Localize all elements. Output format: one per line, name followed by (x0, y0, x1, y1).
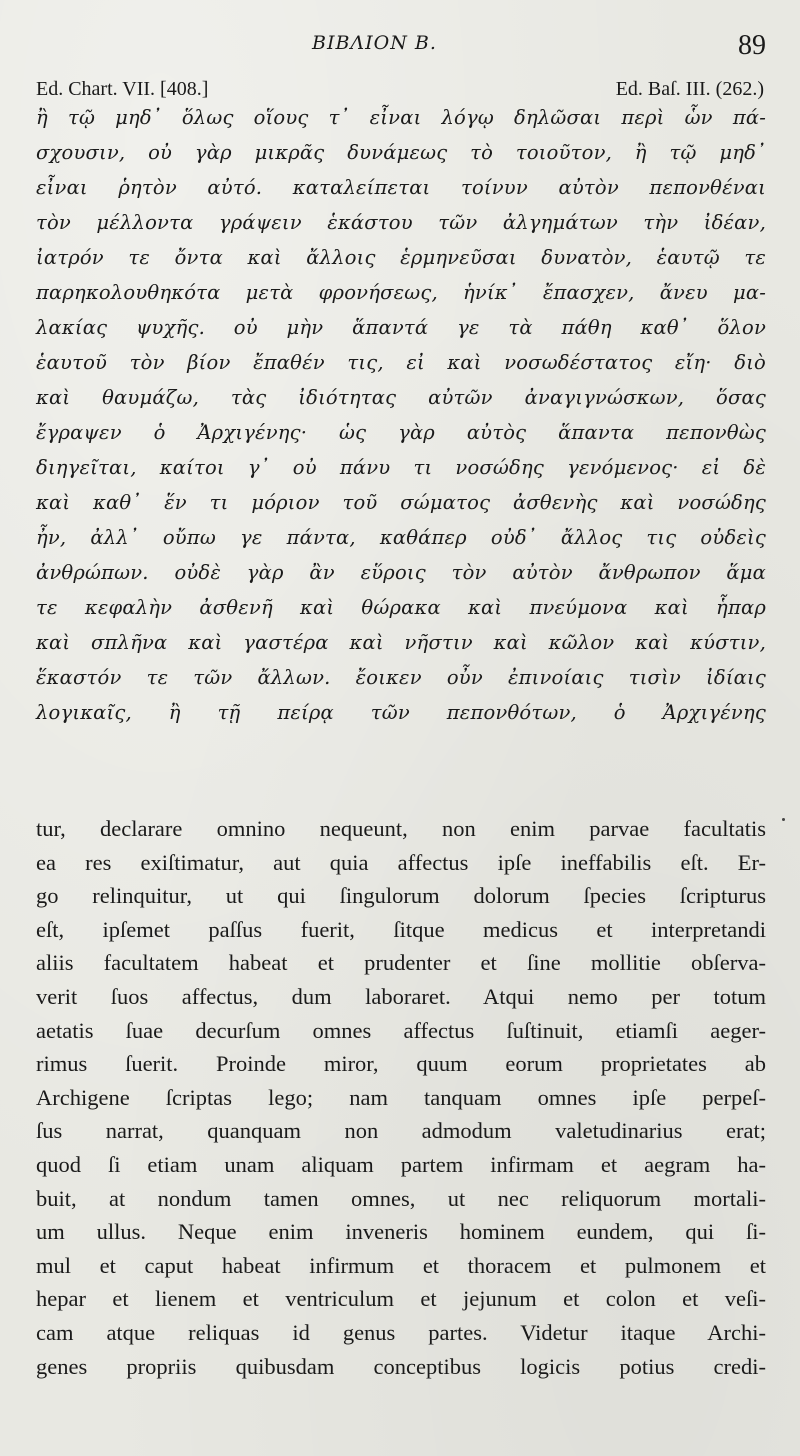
greek-text-line: καὶ σπλῆνα καὶ γαστέρα καὶ νῆστιν καὶ κῶλον καὶ κύστιν, (36, 631, 766, 654)
greek-text-line: τὸν μέλλοντα γράψειν ἑκάστου τῶν ἀλγημάτων τὴν ἰδέαν, (36, 211, 766, 234)
latin-text-line: verit ſuos affectus, dum laboraret. Atqui nemo per totum (36, 983, 766, 1009)
greek-text-line: ἕκαστόν τε τῶν ἄλλων. ἔοικεν οὖν ἐπινοίαις τισὶν ἰδίαις (36, 666, 766, 689)
running-title: BIBΛΙΟΝ B. (312, 32, 437, 54)
latin-text-line: buit, at nondum tamen omnes, ut nec reliquorum mortali- (36, 1185, 766, 1211)
latin-text-line: genes propriis quibusdam conceptibus logicis potius credi- (36, 1353, 766, 1379)
greek-text-line: καὶ θαυμάζω, τὰς ἰδιότητας αὐτῶν ἀναγιγνώσκων, ὅσας (36, 386, 766, 409)
latin-text-line: aliis facultatem habeat et prudenter et ſine mollitie obſerva- (36, 950, 766, 976)
latin-text-line: tur, declarare omnino nequeunt, non enim parvae facultatis (36, 816, 766, 841)
running-head (0, 28, 800, 68)
greek-text-line: εἶναι ῥητὸν αὐτό. καταλείπεται τοίνυν αὐτὸν πεπονθέναι (36, 176, 766, 199)
greek-text-line: λογικαῖς, ἢ τῇ πείρᾳ τῶν πεπονθότων, ὁ Ἀρχιγένης (36, 701, 766, 724)
latin-text-line: eſt, ipſemet paſſus fuerit, ſitque medicus et interpretandi (36, 916, 766, 942)
latin-text-line: aetatis ſuae decurſum omnes affectus ſuſtinuit, etiamſi aeger- (36, 1017, 766, 1043)
latin-text-line: hepar et lienem et ventriculum et jejunum et colon et veſi- (36, 1286, 766, 1312)
greek-text-line: τε κεφαλὴν ἀσθενῆ καὶ θώρακα καὶ πνεύμονα καὶ ἧπαρ (36, 596, 766, 619)
greek-text-line: λακίας ψυχῆς. οὐ μὴν ἅπαντά γε τὰ πάθη καθ᾽ ὅλον (36, 316, 766, 339)
greek-text-line: ἢ τῷ μηδ᾽ ὅλως οἵους τ᾽ εἶναι λόγῳ δηλῶσαι περὶ ὧν πά- (36, 106, 766, 129)
greek-text-line: ἔγραψεν ὁ Ἀρχιγένης· ὡς γὰρ αὐτὸς ἅπαντα πεπονθὼς (36, 421, 766, 444)
print-speck (782, 818, 785, 821)
latin-translation-block (36, 812, 766, 1383)
greek-text-line: ἰατρόν τε ὄντα καὶ ἄλλοις ἑρμηνεῦσαι δυνατὸν, ἑαυτῷ τε (36, 246, 766, 269)
greek-text-block (36, 100, 766, 730)
latin-text-line: mul et caput habeat infirmum et thoracem et pulmonem et (36, 1252, 766, 1278)
latin-text-line: ea res exiſtimatur, aut quia affectus ipſe ineffabilis eſt. Er- (36, 849, 766, 875)
edition-basel-reference: Ed. Baſ. III. (262.) (615, 78, 764, 100)
latin-text-line: ſus narrat, quanquam non admodum valetudinarius erat; (36, 1118, 766, 1144)
greek-text-line: διηγεῖται, καίτοι γ᾽ οὐ πάνυ τι νοσώδης γενόμενος· εἰ δὲ (36, 456, 766, 479)
greek-text-line: ἀνθρώπων. οὐδὲ γὰρ ἂν εὕροις τὸν αὐτὸν ἄνθρωπον ἅμα (36, 561, 766, 584)
greek-text-line: παρηκολουθηκότα μετὰ φρονήσεως, ἡνίκ᾽ ἔπασχεν, ἄνευ μα- (36, 281, 766, 304)
edition-chartier-reference: Ed. Chart. VII. [408.] (36, 78, 209, 100)
latin-text-line: rimus ſuerit. Proinde miror, quum eorum proprietates ab (36, 1051, 766, 1077)
latin-text-line: cam atque reliquas id genus partes. Videtur itaque Archi- (36, 1319, 766, 1345)
greek-text-line: σχουσιν, οὐ γὰρ μικρᾶς δυνάμεως τὸ τοιοῦτον, ἢ τῷ μηδ᾽ (36, 141, 766, 164)
latin-text-line: go relinquitur, ut qui ſingulorum dolorum ſpecies ſcripturus (36, 883, 766, 909)
greek-text-line: ἑαυτοῦ τὸν βίον ἔπαθέν τις, εἰ καὶ νοσωδέστατος εἴη· διὸ (36, 351, 766, 374)
greek-text-line: ἦν, ἀλλ᾽ οὔπω γε πάντα, καθάπερ οὐδ᾽ ἄλλος τις οὐδεὶς (36, 526, 766, 549)
greek-text-line: καὶ καθ᾽ ἕν τι μόριον τοῦ σώματος ἀσθενὴς καὶ νοσώδης (36, 491, 766, 514)
page-number: 89 (738, 30, 766, 61)
latin-text-line: quod ſi etiam unam aliquam partem infirmam et aegram ha- (36, 1151, 766, 1177)
latin-text-line: Archigene ſcriptas lego; nam tanquam omnes ipſe perpeſ- (36, 1084, 766, 1110)
latin-text-line: um ullus. Neque enim inveneris hominem eundem, qui ſi- (36, 1219, 766, 1245)
